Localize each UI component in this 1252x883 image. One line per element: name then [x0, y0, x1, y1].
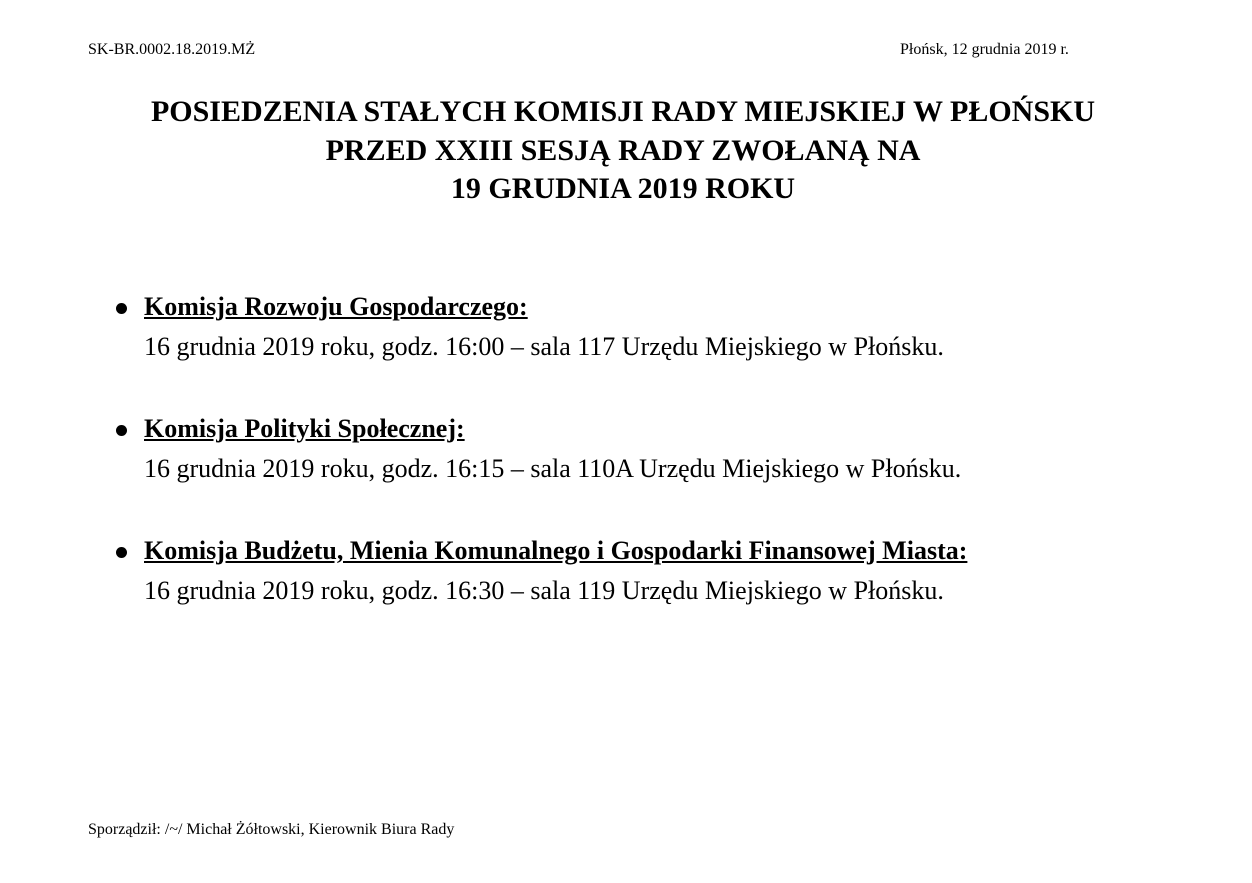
bullet-icon [116, 303, 127, 314]
meetings-list [112, 287, 1192, 653]
meeting-details: 16 grudnia 2019 roku, godz. 16:15 – sala 110A Urzędu Miejskiego w Płońsku. [144, 454, 962, 483]
document-reference-number: SK-BR.0002.18.2019.MŻ [88, 41, 256, 58]
meeting-details: 16 grudnia 2019 roku, godz. 16:00 – sala 117 Urzędu Miejskiego w Płońsku. [144, 332, 944, 361]
prepared-by-note: Sporządził: /~/ Michał Żółtowski, Kierownik Biura Rady [88, 821, 455, 838]
title-line-1: POSIEDZENIA STAŁYCH KOMISJI RADY MIEJSKIEJ W PŁOŃSKU [150, 95, 1096, 128]
title-line-2: PRZED XXIII SESJĄ RADY ZWOŁANĄ NA [325, 133, 921, 167]
committee-name: Komisja Polityki Społecznej: [144, 414, 465, 443]
list-item [112, 409, 1192, 531]
title-line-3: 19 GRUDNIA 2019 ROKU [450, 172, 796, 205]
committee-name: Komisja Budżetu, Mienia Komunalnego i Gospodarki Finansowej Miasta: [144, 536, 968, 565]
bullet-icon [116, 547, 127, 558]
document-title [0, 93, 1246, 209]
bullet-icon [116, 425, 127, 436]
meeting-details: 16 grudnia 2019 roku, godz. 16:30 – sala 119 Urzędu Miejskiego w Płońsku. [144, 576, 944, 605]
list-item [112, 531, 1192, 653]
place-and-date: Płońsk, 12 grudnia 2019 r. [900, 41, 1069, 58]
committee-name: Komisja Rozwoju Gospodarczego: [144, 292, 528, 321]
list-item [112, 287, 1192, 409]
